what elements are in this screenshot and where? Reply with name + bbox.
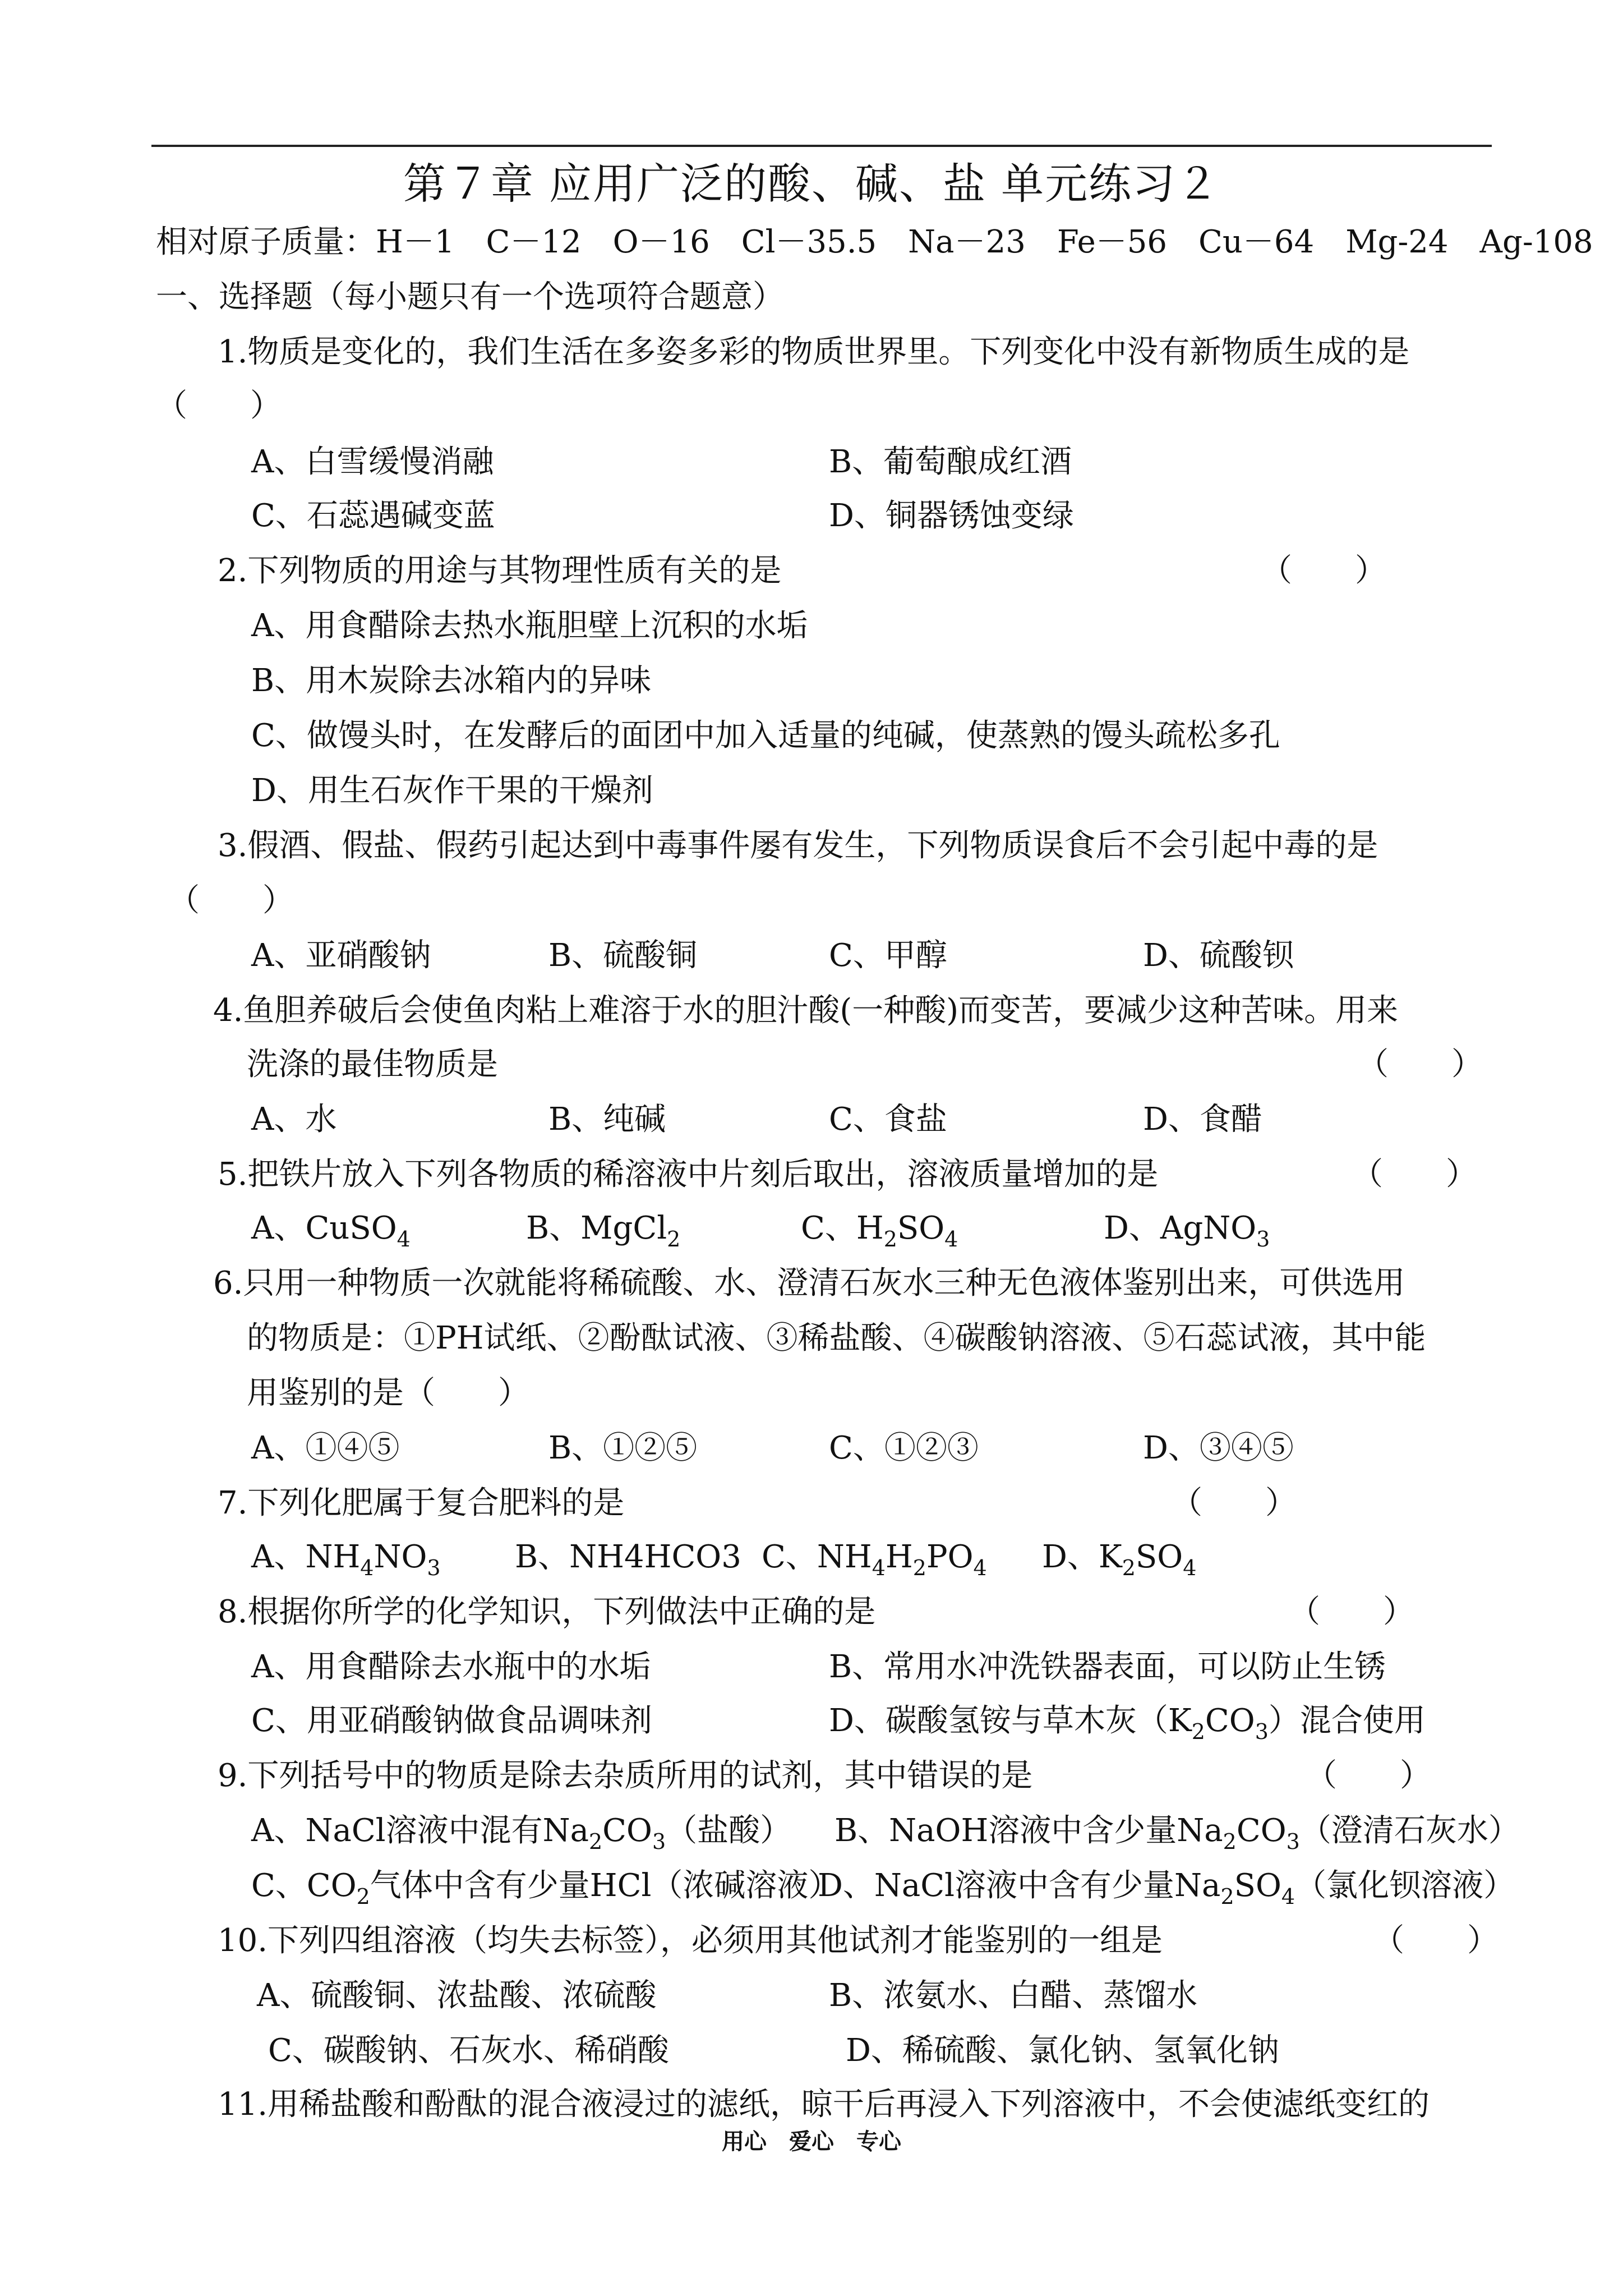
question-1-option-a: A、白雪缓慢消融 [251,444,494,480]
question-1-answer-blank: （ ） [156,388,282,424]
question-6-option-b: B、①②⑤ [548,1430,698,1466]
question-5-option-a: A、CuSO$_4$ [251,1210,411,1251]
question-1-option-c: C、石蕊遇碱变蓝 [251,498,495,534]
question-4-option-a: A、水 [251,1101,337,1138]
question-1-option-b: B、葡萄酿成红酒 [829,444,1072,480]
question-7-option-c: C、$NH_4H_2PO_4$ [762,1539,987,1580]
question-9-option-a: A、NaCl溶液中混有$Na_2CO_3$（盐酸） [251,1812,792,1854]
question-1-stem: 1.物质是变化的，我们生活在多姿多彩的物质世界里。下列变化中没有新物质生成的是 [218,334,1410,370]
question-6-option-d: D、③④⑤ [1143,1430,1294,1466]
question-10-option-a: A、硫酸铜、浓盐酸、浓硫酸 [257,1977,657,2014]
question-11-stem: 11.用稀盐酸和酚酞的混合液浸过的滤纸，晾干后再浸入下列溶液中，不会使滤纸变红的 [218,2086,1430,2123]
question-6-stem-line-3: 用鉴别的是（ ） [247,1375,529,1411]
question-4-answer-blank: （ ） [1357,1046,1483,1083]
question-2-answer-blank: （ ） [1261,553,1386,589]
question-7-stem: 7.下列化肥属于复合肥料的是 [218,1485,625,1521]
question-7-option-b: B、NH4HCO3 [515,1539,741,1575]
section-heading: 一、选择题（每小题只有一个选项符合题意） [156,279,784,315]
question-10-option-c: C、碳酸钠、石灰水、稀硝酸 [268,2032,669,2069]
question-2-option-c: C、做馒头时，在发酵后的面团中加入适量的纯碱，使蒸熟的馒头疏松多孔 [251,717,1280,754]
question-5-stem: 5.把铁片放入下列各物质的稀溶液中片刻后取出，溶液质量增加的是 [218,1156,1159,1193]
question-3-stem: 3.假酒、假盐、假药引起达到中毒事件屡有发生，下列物质误食后不会引起中毒的是 [218,827,1378,864]
question-3-option-c: C、甲醇 [829,937,947,974]
question-8-stem: 8.根据你所学的化学知识，下列做法中正确的是 [218,1594,876,1630]
question-4-option-b: B、纯碱 [548,1101,666,1138]
question-9-answer-blank: （ ） [1306,1757,1431,1794]
question-6-option-c: C、①②③ [829,1430,979,1466]
question-9-option-c: C、$CO_2$气体中含有少量HCl（浓碱溶液） [251,1867,840,1909]
question-5-answer-blank: （ ） [1352,1156,1477,1193]
question-2-stem: 2.下列物质的用途与其物理性质有关的是 [218,553,782,589]
question-3-option-a: A、亚硝酸钠 [251,937,431,974]
question-7-answer-blank: （ ） [1171,1485,1297,1521]
atomic-masses: 相对原子质量：H－1 C－12 O－16 Cl－35.5 Na－23 Fe－56 Cu－64 Mg-24 Ag-108 [156,224,1593,260]
question-2-option-b: B、用木炭除去冰箱内的异味 [251,662,652,699]
question-4-stem-line-1: 4.鱼胆养破后会使鱼肉粘上难溶于水的胆汁酸(一种酸)而变苦，要减少这种苦味。用来 [213,992,1399,1029]
question-6-stem-line-2: 的物质是：①PH试纸、②酚酞试液、③稀盐酸、④碳酸钠溶液、⑤石蕊试液，其中能 [247,1320,1426,1356]
question-10-stem: 10.下列四组溶液（均失去标签），必须用其他试剂才能鉴别的一组是 [218,1922,1163,1959]
question-8-answer-blank: （ ） [1289,1594,1414,1630]
question-9-option-b: B、NaOH溶液中含少量$Na_2CO_3$（澄清石灰水） [834,1812,1520,1854]
question-3-answer-blank: （ ） [168,882,294,919]
question-3-option-b: B、硫酸铜 [548,937,698,974]
page-footer: 用心 爱心 专心 [722,2129,901,2155]
question-10-answer-blank: （ ） [1373,1922,1498,1959]
question-4-option-c: C、食盐 [829,1101,947,1138]
question-5-option-b: B、MgCl$_2$ [526,1210,681,1251]
question-9-stem: 9.下列括号中的物质是除去杂质所用的试剂，其中错误的是 [218,1757,1033,1794]
question-4-option-d: D、食醋 [1143,1101,1262,1138]
question-3-option-d: D、硫酸钡 [1143,937,1294,974]
question-6-option-a: A、①④⑤ [251,1430,400,1466]
question-2-option-d: D、用生石灰作干果的干燥剂 [251,772,653,809]
page-title: 第７章 应用广泛的酸、碱、盐 单元练习２ [403,159,1220,209]
question-6-stem-line-1: 6.只用一种物质一次就能将稀硫酸、水、澄清石灰水三种无色液体鉴别出来，可供选用 [213,1265,1405,1301]
question-8-option-d: D、碳酸氢铵与草木灰$(K_2CO_3)$混合使用 [829,1703,1426,1744]
question-2-option-a: A、用食醋除去热水瓶胆壁上沉积的水垢 [251,608,808,644]
question-9-option-d: D、NaCl溶液中含有少量$Na_2SO_4$（氯化钡溶液） [818,1867,1515,1909]
question-5-option-d: D、AgNO$_3$ [1104,1210,1270,1251]
question-10-option-d: D、稀硫酸、氯化钠、氢氧化钠 [846,2032,1279,2069]
question-8-option-b: B、常用水冲洗铁器表面，可以防止生锈 [829,1649,1386,1685]
top-rule [151,145,1492,147]
question-7-option-d: D、$K_2SO_4$ [1042,1539,1197,1580]
question-8-option-a: A、用食醋除去水瓶中的水垢 [251,1649,651,1685]
question-7-option-a: A、$NH_4NO_3$ [251,1539,441,1580]
question-1-option-d: D、铜器锈蚀变绿 [829,498,1074,534]
question-5-option-c: C、$H_2SO_4$ [801,1210,958,1251]
question-4-stem-line-2: 洗涤的最佳物质是 [247,1046,498,1083]
question-10-option-b: B、浓氨水、白醋、蒸馏水 [829,1977,1198,2014]
question-8-option-c: C、用亚硝酸钠做食品调味剂 [251,1703,652,1739]
